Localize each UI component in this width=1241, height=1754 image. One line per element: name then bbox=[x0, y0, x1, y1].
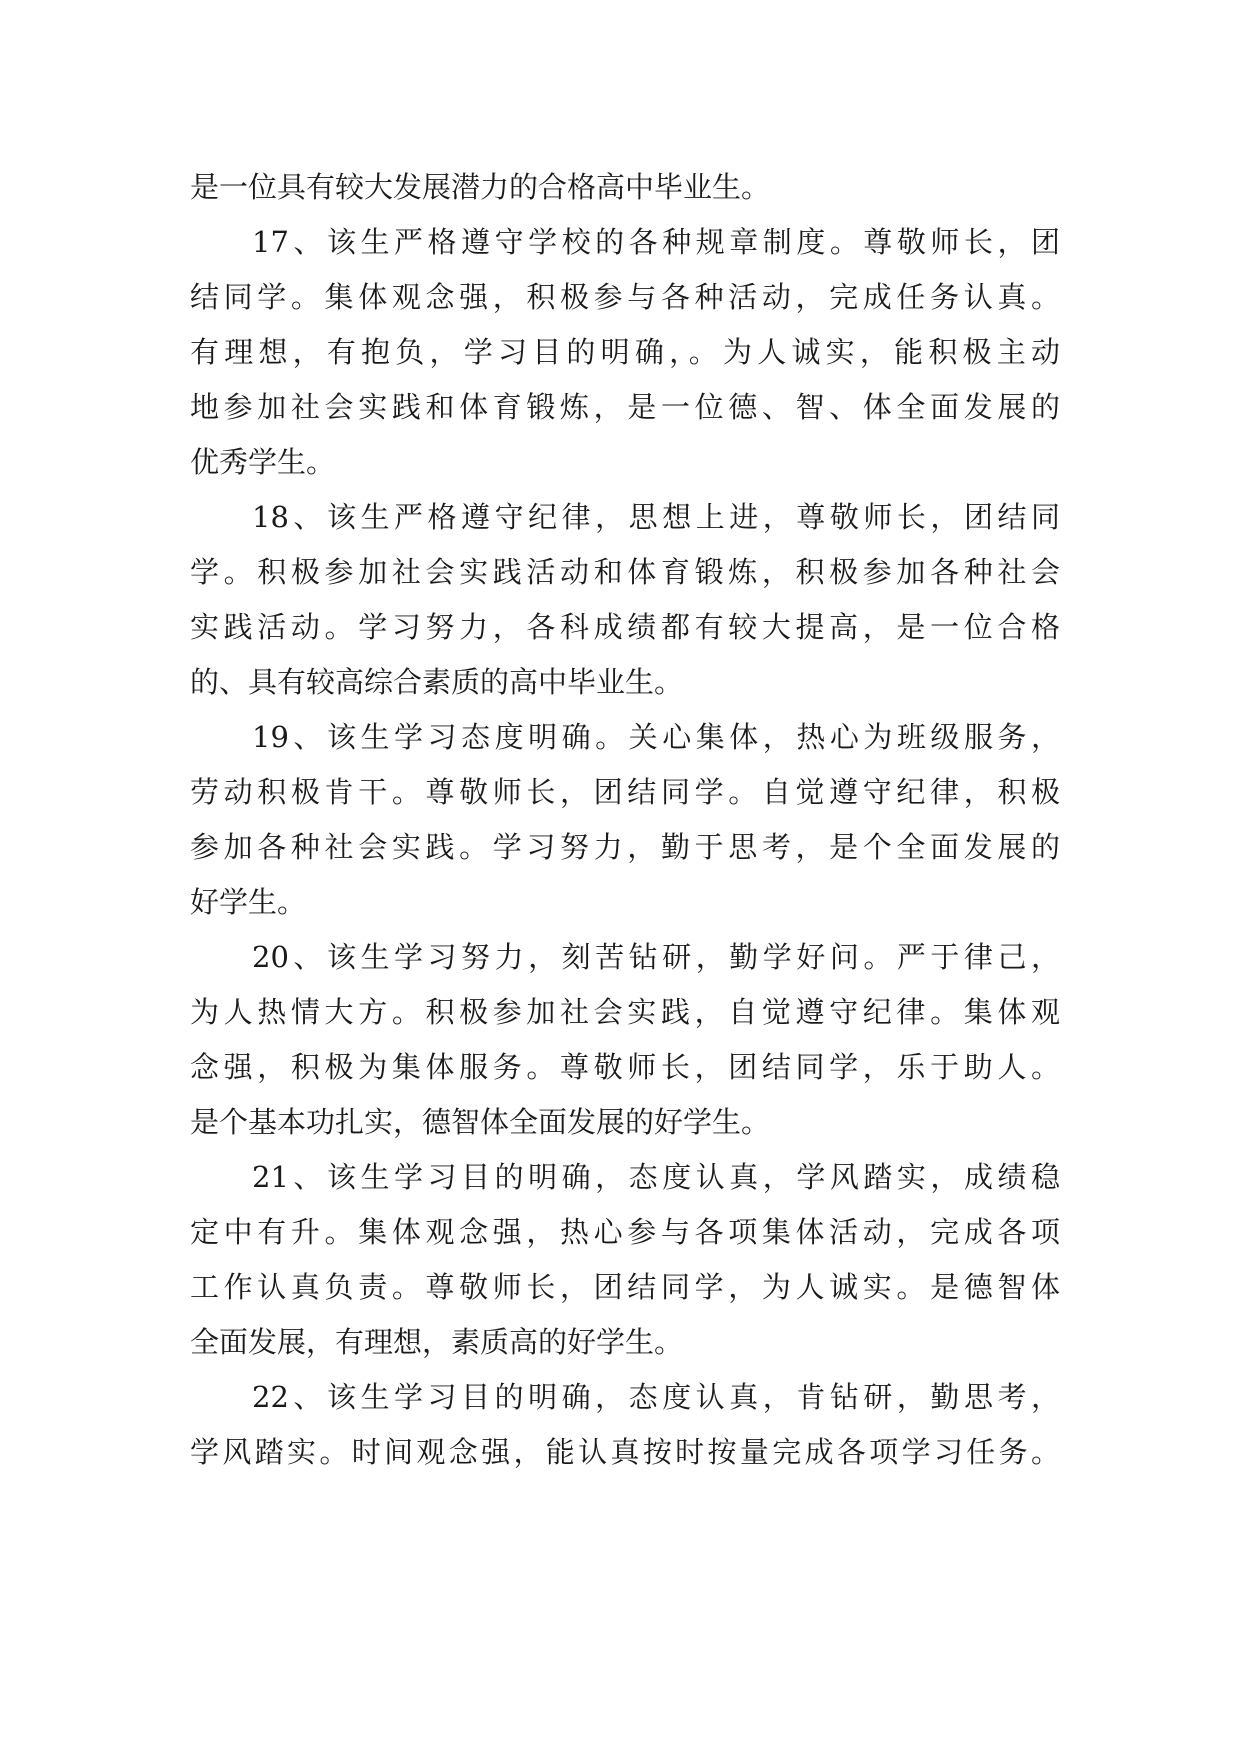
text-line: 20、该生学习努力，刻苦钻研，勤学好问。严于律己， bbox=[252, 940, 1060, 974]
text-line: 19、该生学习态度明确。关心集体，热心为班级服务， bbox=[252, 720, 1060, 754]
text-line: 是一位具有较大发展潜力的合格高中毕业生。 bbox=[190, 170, 771, 204]
text-line: 优秀学生。 bbox=[190, 445, 336, 479]
text-line: 好学生。 bbox=[190, 885, 307, 919]
text-line: 实践活动。学习努力，各科成绩都有较大提高，是一位合格 bbox=[190, 610, 1060, 644]
text-line: 有理想，有抱负，学习目的明确，。为人诚实，能积极主动 bbox=[190, 335, 1060, 369]
text-line: 念强，积极为集体服务。尊敬师长，团结同学，乐于助人。 bbox=[190, 1050, 1060, 1084]
text-line: 结同学。集体观念强，积极参与各种活动，完成任务认真。 bbox=[190, 280, 1060, 314]
document-body bbox=[190, 160, 1060, 1480]
text-line: 参加各种社会实践。学习努力，勤于思考，是个全面发展的 bbox=[190, 830, 1060, 864]
text-line: 22、该生学习目的明确，态度认真，肯钻研，勤思考， bbox=[252, 1380, 1060, 1414]
text-line: 21、该生学习目的明确，态度认真，学风踏实，成绩稳 bbox=[252, 1160, 1060, 1194]
text-line: 是个基本功扎实，德智体全面发展的好学生。 bbox=[190, 1105, 771, 1139]
text-line: 地参加社会实践和体育锻炼，是一位德、智、体全面发展的 bbox=[190, 390, 1060, 424]
text-line: 学风踏实。时间观念强，能认真按时按量完成各项学习任务。 bbox=[190, 1435, 1060, 1469]
text-line: 劳动积极肯干。尊敬师长，团结同学。自觉遵守纪律，积极 bbox=[190, 775, 1060, 809]
text-line: 全面发展，有理想，素质高的好学生。 bbox=[190, 1325, 684, 1359]
text-line: 18、该生严格遵守纪律，思想上进，尊敬师长，团结同 bbox=[252, 500, 1060, 534]
text-line: 工作认真负责。尊敬师长，团结同学，为人诚实。是德智体 bbox=[190, 1270, 1060, 1304]
text-line: 定中有升。集体观念强，热心参与各项集体活动，完成各项 bbox=[190, 1215, 1060, 1249]
text-line: 17、该生严格遵守学校的各种规章制度。尊敬师长，团 bbox=[252, 225, 1060, 259]
text-line: 为人热情大方。积极参加社会实践，自觉遵守纪律。集体观 bbox=[190, 995, 1060, 1029]
text-line: 的、具有较高综合素质的高中毕业生。 bbox=[190, 665, 684, 699]
text-line: 学。积极参加社会实践活动和体育锻炼，积极参加各种社会 bbox=[190, 555, 1060, 589]
